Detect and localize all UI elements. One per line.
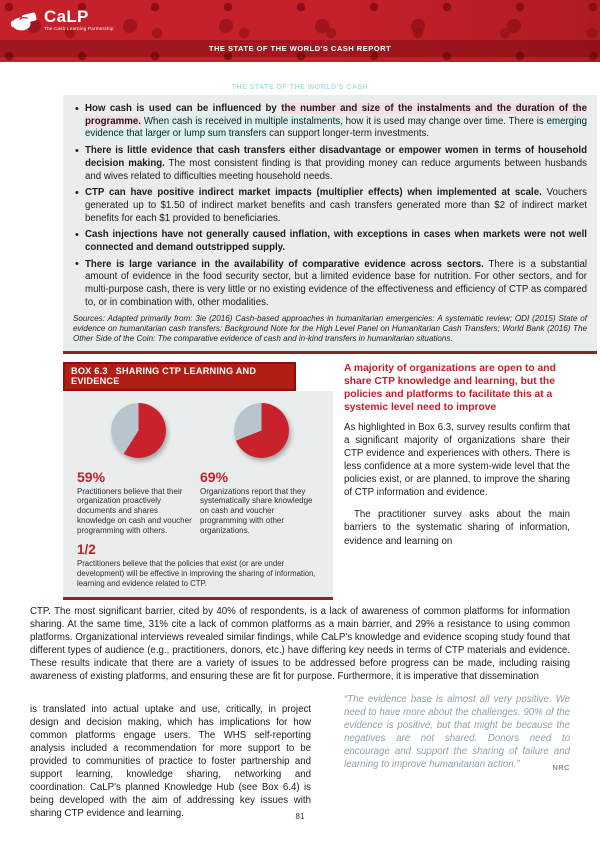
fraction-description: Practitioners believe that the policies that exist (or are under development) will be effective in improving the sharing of information, learning and evidence related to CTP. xyxy=(77,559,316,588)
quote-text: “The evidence base is almost all very positive. We need to have more about the challenges. 90% of the evidence is positive, but that might be because the negatives are not shared. Donors need to encourage and support the sharing of failure and learning to improve humanitarian action.” xyxy=(344,693,570,771)
quote-attribution: NRC xyxy=(552,763,570,773)
right-text-column xyxy=(344,362,570,557)
highlighted-text: emerging evidence that larger or lump sum transfers xyxy=(85,115,587,140)
stat-value: 69% xyxy=(200,468,229,485)
calp-hand-logo-icon xyxy=(10,11,40,40)
stat-value: 59% xyxy=(77,468,106,485)
page-header xyxy=(0,0,600,62)
page-number: 81 xyxy=(295,812,305,821)
ghost-title-artifact: THE STATE OF THE WORLD'S CASH xyxy=(231,84,369,91)
pie-chart-59-icon xyxy=(111,403,166,458)
highlighted-text: the number and size of the instalments and the duration of the programme. xyxy=(85,103,587,127)
body-paragraph: As highlighted in Box 6.3, survey results confirm that a significant majority of organizations share their CTP evidence and experiences with others. There is less confidence at a more system-wide level that the policies exist, or are planned, to improve the sharing of CTP information and evidence. xyxy=(344,421,570,499)
stat-description: Practitioners believe that their organization proactively documents and shares knowledge on cash and voucher programming with others. xyxy=(77,486,192,535)
stat-block-69 xyxy=(200,403,323,536)
page-content xyxy=(0,95,600,830)
key-findings-box xyxy=(63,95,597,354)
mid-section xyxy=(30,362,570,600)
box-6-3-header xyxy=(63,362,296,391)
section-heading: A majority of organizations are open to and share CTP knowledge and learning, but the policies and platforms to facilitate this at a systemic level need to improve xyxy=(344,362,556,413)
stat-description: Organizations report that they systematically share knowledge on cash and voucher programming with other organizations. xyxy=(200,486,313,535)
calp-logo xyxy=(10,8,114,40)
full-width-paragraph: CTP. The most significant barrier, cited by 40% of respondents, is a lack of awareness of common platforms for information sharing. At the same time, 31% cite a lack of common platforms as a main barrier, and 29% a resistance to using common platforms. Organizational interviews revealed similar findings, while CaLP's knowledge and evidence scoping study found that different types of audience (e.g., practitioners, donors, etc.) have differing key needs in terms of CTP materials and evidence. These results indicate that there are a variety of issues to be addressed before progress can be made, including raising awareness of existing platforms, and ensuring these are fit for purpose. Furthermore, it is imperative that dissemination xyxy=(30,605,570,683)
key-findings-list xyxy=(73,103,587,310)
stat-block-59 xyxy=(77,403,200,536)
box-6-3 xyxy=(63,362,333,600)
bottom-section xyxy=(30,693,570,830)
report-title: THE STATE OF THE WORLD'S CASH REPORT xyxy=(208,44,392,53)
pull-quote xyxy=(344,693,570,775)
pie-chart-69-icon xyxy=(234,403,289,458)
logo-name: CaLP xyxy=(44,7,89,26)
key-finding-item: • There is large variance in the availability of comparative evidence across sectors. There is a substantial amount of evidence in the food security sector, but a limited evidence base for nutrition. For other sectors, and for multi-purpose cash, there is very little or no existing evidence of the effectiveness and efficiency of CTP as compared to, or in combination with, other modalities. xyxy=(85,259,587,310)
body-paragraph: The practitioner survey asks about the main barriers to the systematic sharing of information, evidence and learning on xyxy=(344,509,570,547)
key-finding-item: • There is little evidence that cash transfers either disadvantage or empower women in terms of household decision making. The most consistent finding is that providing money can reduce arguments between husbands and wives related to difficulties meeting household needs. xyxy=(85,145,587,183)
fraction-value: 1/2 xyxy=(77,542,96,558)
box-6-3-label: BOX 6.3 xyxy=(71,366,108,377)
key-finding-item: • CTP can have positive indirect market impacts (multiplier effects) when implemented at scale. Vouchers generated up to $1.50 of indirect market benefits and cash transfers generated more than $2 of indirect market benefits for each $1 provided to beneficiaries. xyxy=(85,187,587,225)
box-6-3-body xyxy=(63,391,333,600)
logo-tagline: The Cash Learning Partnership xyxy=(44,26,114,31)
key-finding-item: • How cash is used can be influenced by the number and size of the instalments and the duration of the programme. When cash is received in multiple instalments, how it is used may change over time. There is emerging evidence that larger or lump sum transfers can support longer-term investments. xyxy=(85,103,587,141)
left-column-paragraph: is translated into actual uptake and use, critically, in project design and decision making, which has implications for how common platforms engage users. The WHS self-reporting analysis included a recommendation for more support to be provided to communities of practice to foster partnership and support learning, knowledge sharing, networking and coordination. CaLP's planned Knowledge Hub (see Box 6.4) is being developed with the aim of addressing key issues with sharing CTP evidence and learning. xyxy=(30,703,311,820)
key-finding-item: • Cash injections have not generally caused inflation, with exceptions in cases when markets were not well connected and demand outstripped supply. xyxy=(85,229,587,254)
pie-charts-row xyxy=(77,403,323,536)
sources-note: Sources: Adapted primarily from: 3ie (2016) Cash-based approaches in humanitarian emergencies: A systematic review; ODI (2015) State of evidence on humanitarian cash transfers: Background Note for the High Level Panel on Humanitarian Cash Transfers; World Bank (2016) The Other Side of the Coin: The comparative evidence of cash and in-kind transfers in humanitarian situations. xyxy=(73,313,587,344)
highlighted-text: When cash is received in multiple instalments, xyxy=(143,115,343,127)
box-6-3-title: SHARING CTP LEARNING AND EVIDENCE xyxy=(71,366,257,387)
report-title-band xyxy=(0,40,600,57)
